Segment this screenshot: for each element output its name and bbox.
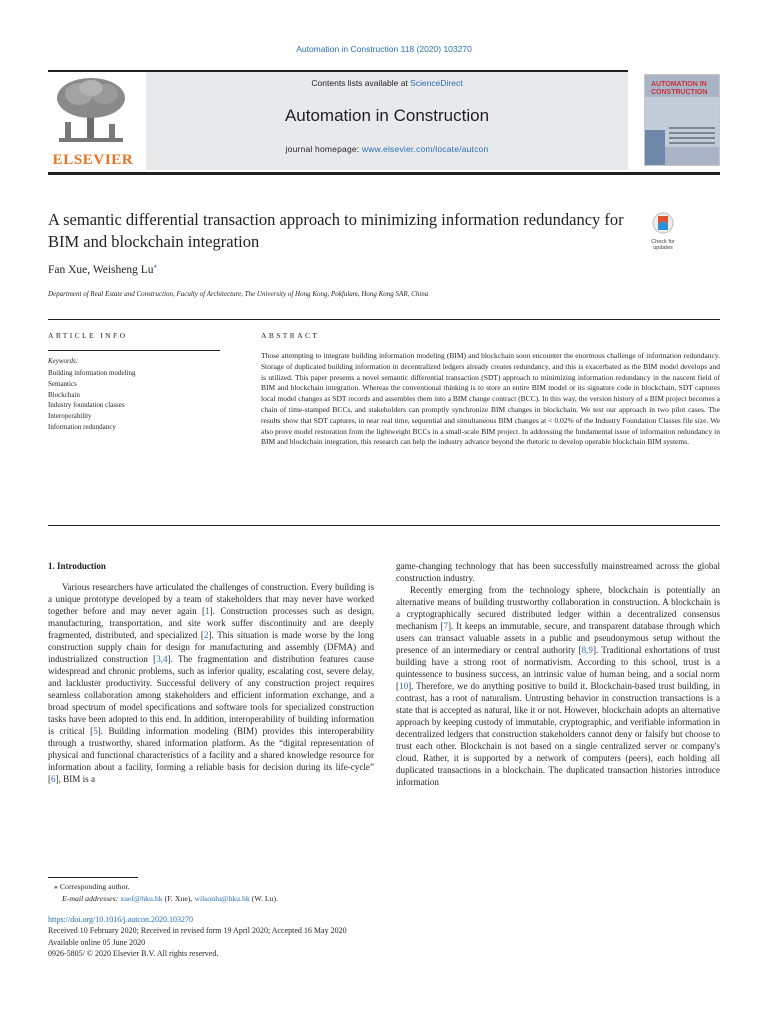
- elsevier-wordmark: ELSEVIER: [52, 152, 134, 168]
- email-note: E-mail addresses: xuef@hku.hk (F. Xue), wilsonlu@hku.hk (W. Lu).: [62, 894, 279, 903]
- tree-icon: [51, 76, 131, 146]
- keyword-item: Information redundancy: [48, 422, 116, 431]
- body-column-right: [396, 560, 720, 788]
- reference-link[interactable]: 7: [443, 621, 448, 631]
- article-info-heading: ARTICLE INFO: [48, 331, 128, 340]
- cover-title: AUTOMATION IN CONSTRUCTION: [651, 81, 708, 96]
- intro-paragraph-2: Recently emerging from the technology sphere, blockchain is potentially an alternative means of building trustworthy collaboration in construction. A blockchain is a cryptographically secured distributed ledger within a decentralized consensus mechanism [7]. It keeps an immutable, secure, and transparent database through which users can transact valuable assets in a public and pseudonymous setup without the presence of an intermediary or central authority [8,9]. Traditional exhortations of trust building have a strong root of normativism. According to this school, trust is a quintessence to business success, an intrinsic value of human being, and a social norm [10]. Therefore, we do anything positive to build it. Blockchain-based trust building, in contrast, has a root of naturalism. Untrusting behavior in construction transactions is a state that is accepted as natural, like it or not. However, blockchain adopts an alternative approach by keeping custody of immutable, cryptographic, and verifiable information in decentralized ledgers that construction stakeholders cannot deny or falsify but choose to trust each other. Blockchain is not based on a single centralized server or company's cloud. Rather, it is supported by a network of computers (peers), each holding all duplicated transactions in a blockchain. The duplicated transaction histories introduce information: [396, 585, 721, 787]
- footnote-rule: [48, 877, 138, 878]
- corresponding-author-note: ⁎ Corresponding author.: [54, 882, 130, 891]
- intro-paragraph-1: Various researchers have articulated the challenges of construction. Every building is a unique prototype developed by a team of stakeholders that may never have worked together before and may never again [1]. Construction processes such as design, manufacturing, transportation, and site work suffer discontinuity and are deeply fragmented, distributed, and specialized [2]. This situation is made worse by the long construction supply chain for design for manufacturing and assembly (DFMA) and industrialized construction [3,4]. The fragmentation and distribution features cause widespread and chronic problems, such as inferior quality, escalating cost, severe delay, and lackluster productivity. Successful delivery of any construction project requires seamless collaboration among stakeholders and efficient information exchange, and a broad spectrum of model specifications and software tools for specialized construction tasks have been adopted to this end. In addition, interoperability of building information is critical [5]. Building information modeling (BIM) provides this interoperability through a trustworthy, shared information platform. As the “digital representation of physical and functional characteristics of a facility and a shared knowledge resource for information about a facility, forming a reliable basis for decision during its life-cycle” [6], BIM is a: [48, 582, 374, 784]
- copyright-line: 0926-5805/ © 2020 Elsevier B.V. All rights reserved.: [48, 949, 219, 959]
- crossmark-icon: [652, 212, 674, 234]
- crossmark-label: Check for updates: [651, 239, 675, 251]
- keywords-label: Keywords:: [48, 357, 79, 365]
- journal-citation-link[interactable]: Automation in Construction 118 (2020) 103270: [296, 44, 472, 54]
- abstract-text: Those attempting to integrate building information modeling (BIM) and blockchain soon encounter the enormous challenge of information redundancy. Storage of duplicated building information in decentralized ledgers already creates redundancy, and this is exacerbated as the BIM model develops and is utilized. This paper presents a novel semantic differential transaction (SDT) approach to minimizing information redundancy in the nascent field of BIM and blockchain integration. Whereas the conventional thinking is to store an entire BIM model or its signature code in blockchain, SDT captures local model changes as SDT records and assembles them into a BIM change contract (BCC). In this way, the version history of a BIM project becomes a chain of time-stamped BCCs, and stakeholders can promptly synchronize BIM changes in blockchain. We test our approach in two pilot cases. The results show that SDT captures, in near real time, sequential and simultaneous BIM changes at < 0.02% of the Industry Foundation Classes file size. We also prove model restoration from the lightweight BCCs in a small-scale BIM project. In addressing the fundamental issue of information redundancy in BIM and blockchain integration, this research can help the industry advance beyond the rhetoric to develop operable blockchain BIM systems.: [261, 351, 720, 447]
- reference-link[interactable]: 10: [399, 681, 409, 691]
- reference-link[interactable]: 2: [203, 630, 209, 640]
- header-bottom-rule: [48, 172, 720, 175]
- abstract-heading: ABSTRACT: [261, 331, 320, 340]
- keyword-item: Blockchain: [48, 390, 80, 399]
- keywords-list: [48, 368, 136, 433]
- reference-link[interactable]: 8,9: [581, 645, 593, 655]
- reference-link[interactable]: 6: [51, 774, 56, 784]
- article-title: A semantic differential transaction approach to minimizing information redundancy for BIM and blockchain integration: [48, 210, 624, 251]
- reference-link[interactable]: 5: [93, 726, 98, 736]
- email-label: E-mail addresses:: [62, 894, 121, 903]
- journal-masthead: [48, 72, 720, 170]
- abstract-bottom-rule: [48, 525, 720, 526]
- front-matter: [48, 914, 347, 960]
- keyword-item: Interoperability: [48, 412, 92, 421]
- keyword-item: Industry foundation classes: [48, 401, 125, 410]
- sciencedirect-link[interactable]: ScienceDirect: [410, 78, 463, 88]
- elsevier-tree-logo: [48, 76, 138, 166]
- author-names: Fan Xue, Weisheng Lu: [48, 263, 154, 276]
- journal-cover-thumbnail: [644, 74, 720, 166]
- journal-banner: [146, 72, 628, 170]
- homepage-prefix: journal homepage:: [285, 144, 362, 154]
- contents-line: [146, 78, 628, 88]
- keyword-item: Building information modeling: [48, 369, 136, 377]
- corresponding-author-mark[interactable]: ⁎: [153, 262, 158, 270]
- info-top-rule: [48, 319, 720, 320]
- homepage-link[interactable]: www.elsevier.com/locate/autcon: [361, 144, 489, 154]
- body-column-left: [48, 560, 374, 785]
- doi-link[interactable]: https://doi.org/10.1016/j.autcon.2020.103270: [48, 915, 193, 924]
- author-affiliation: Department of Real Estate and Construction, Faculty of Architecture, The University of Hong Kong, Pokfulam, Hong Kong SAR, China: [48, 290, 429, 298]
- author-list: [48, 262, 157, 276]
- section-title: 1. Introduction: [48, 561, 106, 571]
- reference-link[interactable]: 3,4: [156, 654, 168, 664]
- reference-link[interactable]: 1: [205, 606, 210, 616]
- email-link-lu[interactable]: wilsonlu@hku.hk: [194, 894, 250, 903]
- intro-paragraph-continued: game-changing technology that has been successfully mainstreamed across the global construction industry.: [396, 561, 720, 583]
- homepage-line: [146, 144, 628, 154]
- contents-prefix: Contents lists available at: [311, 78, 411, 88]
- email-link-xue[interactable]: xuef@hku.hk: [120, 894, 163, 903]
- available-online: Available online 05 June 2020: [48, 937, 146, 947]
- journal-title: Automation in Construction: [284, 106, 490, 125]
- keyword-item: Semantics: [48, 379, 77, 388]
- keywords-rule: [48, 350, 220, 351]
- received-dates: Received 10 February 2020; Received in revised form 19 April 2020; Accepted 16 May 2020: [48, 926, 347, 936]
- crossmark-badge[interactable]: [648, 212, 678, 256]
